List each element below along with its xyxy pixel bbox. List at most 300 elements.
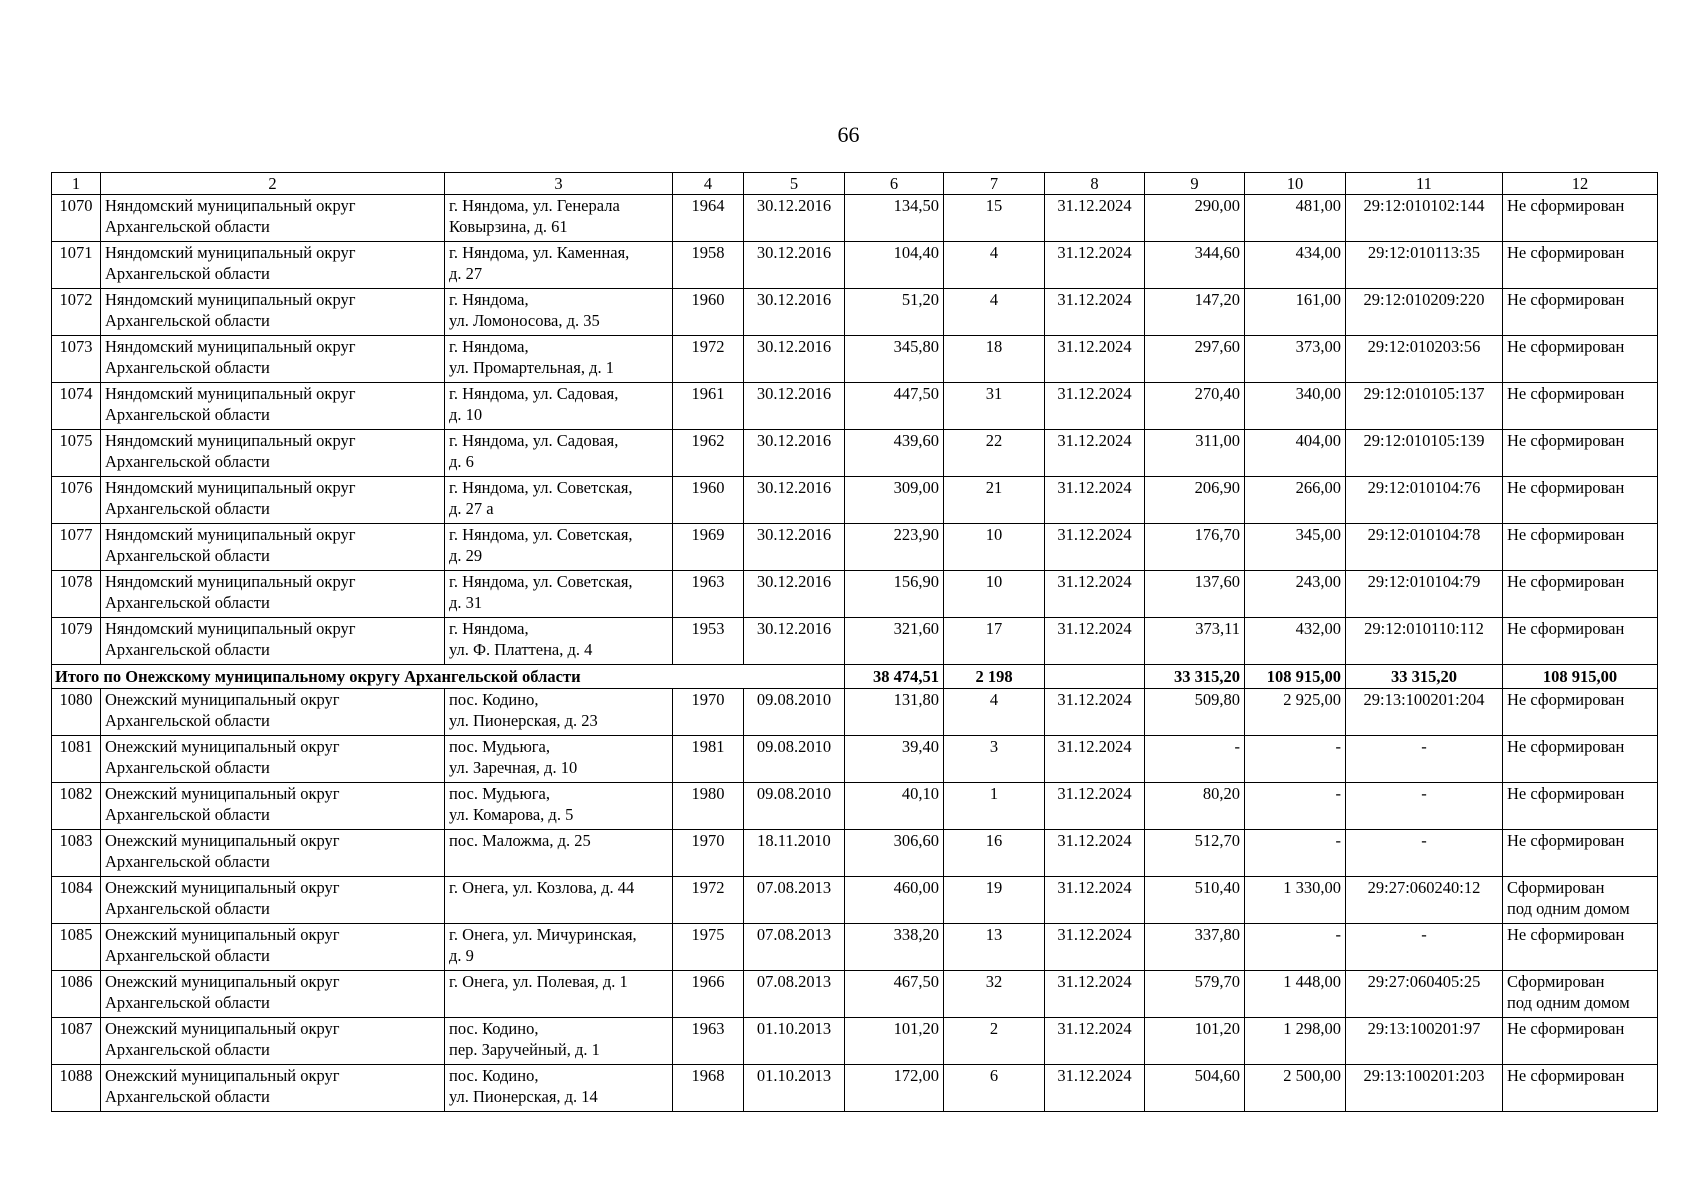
- col-header-1: 1: [52, 173, 101, 195]
- row-number-cell: 1084: [52, 877, 101, 924]
- total-area: 38 474,51: [845, 665, 944, 689]
- value-10-cell: 373,00: [1245, 336, 1346, 383]
- value-10-cell: 345,00: [1245, 524, 1346, 571]
- cell-line: Онежский муниципальный округ: [105, 690, 340, 709]
- year-built-cell: 1964: [673, 195, 744, 242]
- cell-line: ул. Ломоносова, д. 35: [449, 311, 600, 330]
- recognition-date-cell: 18.11.2010: [744, 830, 845, 877]
- value-9-cell: 510,40: [1145, 877, 1245, 924]
- year-built-cell: 1963: [673, 571, 744, 618]
- cell-line: Архангельской области: [105, 499, 270, 518]
- total-residents: 2 198: [944, 665, 1045, 689]
- year-built-cell: 1963: [673, 1018, 744, 1065]
- table-row: [52, 383, 1658, 430]
- municipality-cell: [101, 430, 445, 477]
- cell-line: д. 27: [449, 264, 483, 283]
- col-header-2: 2: [101, 173, 445, 195]
- table-row: [52, 689, 1658, 736]
- cell-line: г. Няндома, ул. Генерала: [449, 196, 620, 215]
- land-status-cell: [1503, 618, 1658, 665]
- cell-line: Не сформирован: [1507, 1066, 1625, 1085]
- land-status-cell: [1503, 783, 1658, 830]
- area-cell: 172,00: [845, 1065, 944, 1112]
- year-built-cell: 1961: [673, 383, 744, 430]
- recognition-date-cell: 30.12.2016: [744, 242, 845, 289]
- cadastral-number-cell: -: [1346, 736, 1503, 783]
- row-number-cell: 1076: [52, 477, 101, 524]
- address-cell: [445, 336, 673, 383]
- value-9-cell: 80,20: [1145, 783, 1245, 830]
- municipality-cell: [101, 242, 445, 289]
- cadastral-number-cell: 29:12:010105:137: [1346, 383, 1503, 430]
- cadastral-number-cell: -: [1346, 830, 1503, 877]
- col-header-9: 9: [1145, 173, 1245, 195]
- deadline-cell: 31.12.2024: [1045, 1065, 1145, 1112]
- cell-line: г. Онега, ул. Козлова, д. 44: [449, 878, 635, 897]
- cell-line: д. 27 а: [449, 499, 494, 518]
- cell-line: г. Няндома, ул. Садовая,: [449, 431, 619, 450]
- cell-line: д. 9: [449, 946, 474, 965]
- cell-line: Няндомский муниципальный округ: [105, 619, 356, 638]
- address-cell: [445, 477, 673, 524]
- year-built-cell: 1962: [673, 430, 744, 477]
- total-v11: 33 315,20: [1346, 665, 1503, 689]
- land-status-cell: [1503, 430, 1658, 477]
- value-10-cell: 481,00: [1245, 195, 1346, 242]
- col-header-4: 4: [673, 173, 744, 195]
- cell-line: г. Няндома, ул. Каменная,: [449, 243, 630, 262]
- value-10-cell: 1 448,00: [1245, 971, 1346, 1018]
- deadline-cell: 31.12.2024: [1045, 689, 1145, 736]
- cadastral-number-cell: 29:27:060405:25: [1346, 971, 1503, 1018]
- address-cell: [445, 618, 673, 665]
- recognition-date-cell: 30.12.2016: [744, 289, 845, 336]
- col-header-10: 10: [1245, 173, 1346, 195]
- year-built-cell: 1968: [673, 1065, 744, 1112]
- cell-line: пос. Маложма, д. 25: [449, 831, 591, 850]
- cell-line: д. 6: [449, 452, 474, 471]
- municipality-cell: [101, 383, 445, 430]
- year-built-cell: 1970: [673, 830, 744, 877]
- cadastral-number-cell: 29:13:100201:97: [1346, 1018, 1503, 1065]
- cell-line: Няндомский муниципальный округ: [105, 384, 356, 403]
- cadastral-number-cell: -: [1346, 783, 1503, 830]
- value-10-cell: 404,00: [1245, 430, 1346, 477]
- area-cell: 131,80: [845, 689, 944, 736]
- land-status-cell: [1503, 971, 1658, 1018]
- cell-line: Онежский муниципальный округ: [105, 737, 340, 756]
- deadline-cell: 31.12.2024: [1045, 783, 1145, 830]
- municipality-cell: [101, 336, 445, 383]
- municipality-cell: [101, 783, 445, 830]
- value-9-cell: 579,70: [1145, 971, 1245, 1018]
- deadline-cell: 31.12.2024: [1045, 736, 1145, 783]
- cadastral-number-cell: 29:12:010113:35: [1346, 242, 1503, 289]
- cell-line: Архангельской области: [105, 311, 270, 330]
- row-number-cell: 1075: [52, 430, 101, 477]
- row-number-cell: 1088: [52, 1065, 101, 1112]
- recognition-date-cell: 30.12.2016: [744, 383, 845, 430]
- residents-cell: 22: [944, 430, 1045, 477]
- total-row: [52, 665, 1658, 689]
- year-built-cell: 1960: [673, 477, 744, 524]
- row-number-cell: 1085: [52, 924, 101, 971]
- cell-line: Не сформирован: [1507, 196, 1625, 215]
- cell-line: г. Няндома, ул. Советская,: [449, 525, 633, 544]
- cell-line: Архангельской области: [105, 852, 270, 871]
- column-number-header-row: [52, 173, 1658, 195]
- value-9-cell: 176,70: [1145, 524, 1245, 571]
- cell-line: Няндомский муниципальный округ: [105, 290, 356, 309]
- cell-line: Ковырзина, д. 61: [449, 217, 568, 236]
- value-9-cell: 512,70: [1145, 830, 1245, 877]
- land-status-cell: [1503, 524, 1658, 571]
- col-header-12: 12: [1503, 173, 1658, 195]
- cell-line: Няндомский муниципальный округ: [105, 196, 356, 215]
- cell-line: Архангельской области: [105, 546, 270, 565]
- cell-line: ул. Пионерская, д. 23: [449, 711, 598, 730]
- total-v9: 33 315,20: [1145, 665, 1245, 689]
- cell-line: Онежский муниципальный округ: [105, 1019, 340, 1038]
- municipality-cell: [101, 195, 445, 242]
- cell-line: Онежский муниципальный округ: [105, 1066, 340, 1085]
- residents-cell: 18: [944, 336, 1045, 383]
- value-10-cell: 1 330,00: [1245, 877, 1346, 924]
- deadline-cell: 31.12.2024: [1045, 924, 1145, 971]
- land-status-cell: [1503, 195, 1658, 242]
- land-status-cell: [1503, 689, 1658, 736]
- cell-line: Архангельской области: [105, 899, 270, 918]
- recognition-date-cell: 30.12.2016: [744, 618, 845, 665]
- rows-before-total: [52, 195, 1658, 665]
- table-row: [52, 830, 1658, 877]
- cadastral-number-cell: 29:12:010203:56: [1346, 336, 1503, 383]
- deadline-cell: 31.12.2024: [1045, 336, 1145, 383]
- cadastral-number-cell: 29:12:010102:144: [1346, 195, 1503, 242]
- residents-cell: 32: [944, 971, 1045, 1018]
- cell-line: Архангельской области: [105, 640, 270, 659]
- area-cell: 39,40: [845, 736, 944, 783]
- area-cell: 439,60: [845, 430, 944, 477]
- cell-line: пос. Кодино,: [449, 1066, 539, 1085]
- col-header-6: 6: [845, 173, 944, 195]
- land-status-cell: [1503, 924, 1658, 971]
- table-row: [52, 571, 1658, 618]
- cell-line: Не сформирован: [1507, 1019, 1625, 1038]
- table-row: [52, 971, 1658, 1018]
- residents-cell: 10: [944, 524, 1045, 571]
- area-cell: 101,20: [845, 1018, 944, 1065]
- row-number-cell: 1087: [52, 1018, 101, 1065]
- cell-line: Не сформирован: [1507, 690, 1625, 709]
- cell-line: Архангельской области: [105, 711, 270, 730]
- deadline-cell: 31.12.2024: [1045, 571, 1145, 618]
- cell-line: Не сформирован: [1507, 831, 1625, 850]
- cell-line: Архангельской области: [105, 946, 270, 965]
- address-cell: [445, 689, 673, 736]
- municipality-cell: [101, 1018, 445, 1065]
- municipality-cell: [101, 1065, 445, 1112]
- cell-line: Онежский муниципальный округ: [105, 878, 340, 897]
- deadline-cell: 31.12.2024: [1045, 195, 1145, 242]
- deadline-cell: 31.12.2024: [1045, 430, 1145, 477]
- recognition-date-cell: 01.10.2013: [744, 1065, 845, 1112]
- address-cell: [445, 877, 673, 924]
- cell-line: пос. Кодино,: [449, 690, 539, 709]
- cadastral-number-cell: 29:12:010105:139: [1346, 430, 1503, 477]
- col-header-3: 3: [445, 173, 673, 195]
- value-10-cell: -: [1245, 924, 1346, 971]
- table-row: [52, 736, 1658, 783]
- value-9-cell: 373,11: [1145, 618, 1245, 665]
- page-number: 66: [837, 122, 860, 147]
- year-built-cell: 1958: [673, 242, 744, 289]
- deadline-cell: 31.12.2024: [1045, 242, 1145, 289]
- address-cell: [445, 971, 673, 1018]
- table-row: [52, 924, 1658, 971]
- municipality-cell: [101, 477, 445, 524]
- table-row: [52, 1018, 1658, 1065]
- cell-line: г. Онега, ул. Мичуринская,: [449, 925, 637, 944]
- area-cell: 460,00: [845, 877, 944, 924]
- residents-cell: 6: [944, 1065, 1045, 1112]
- address-cell: [445, 289, 673, 336]
- cell-line: Не сформирован: [1507, 478, 1625, 497]
- table-row: [52, 242, 1658, 289]
- col-header-8: 8: [1045, 173, 1145, 195]
- table-row: [52, 524, 1658, 571]
- address-cell: [445, 195, 673, 242]
- municipality-cell: [101, 289, 445, 336]
- value-9-cell: 147,20: [1145, 289, 1245, 336]
- value-10-cell: 161,00: [1245, 289, 1346, 336]
- cell-line: Архангельской области: [105, 758, 270, 777]
- value-9-cell: 270,40: [1145, 383, 1245, 430]
- rows-after-total: [52, 689, 1658, 1112]
- residents-cell: 1: [944, 783, 1045, 830]
- residents-cell: 19: [944, 877, 1045, 924]
- col-header-7: 7: [944, 173, 1045, 195]
- cell-line: под одним домом: [1507, 899, 1630, 918]
- cell-line: г. Няндома, ул. Садовая,: [449, 384, 619, 403]
- residents-cell: 4: [944, 242, 1045, 289]
- year-built-cell: 1972: [673, 877, 744, 924]
- cell-line: Не сформирован: [1507, 925, 1625, 944]
- residents-cell: 2: [944, 1018, 1045, 1065]
- year-built-cell: 1975: [673, 924, 744, 971]
- col-header-11: 11: [1346, 173, 1503, 195]
- value-10-cell: 1 298,00: [1245, 1018, 1346, 1065]
- cell-line: Не сформирован: [1507, 431, 1625, 450]
- land-status-cell: [1503, 830, 1658, 877]
- recognition-date-cell: 09.08.2010: [744, 689, 845, 736]
- value-9-cell: 337,80: [1145, 924, 1245, 971]
- recognition-date-cell: 30.12.2016: [744, 524, 845, 571]
- value-9-cell: 297,60: [1145, 336, 1245, 383]
- cell-line: ул. Ф. Платтена, д. 4: [449, 640, 593, 659]
- address-cell: [445, 1018, 673, 1065]
- cadastral-number-cell: 29:12:010104:78: [1346, 524, 1503, 571]
- row-number-cell: 1081: [52, 736, 101, 783]
- cell-line: г. Няндома,: [449, 290, 529, 309]
- residents-cell: 13: [944, 924, 1045, 971]
- municipality-cell: [101, 924, 445, 971]
- cadastral-number-cell: 29:27:060240:12: [1346, 877, 1503, 924]
- residents-cell: 15: [944, 195, 1045, 242]
- value-10-cell: -: [1245, 830, 1346, 877]
- cadastral-number-cell: -: [1346, 924, 1503, 971]
- address-cell: [445, 430, 673, 477]
- land-status-cell: [1503, 1065, 1658, 1112]
- row-number-cell: 1074: [52, 383, 101, 430]
- table-row: [52, 289, 1658, 336]
- cadastral-number-cell: 29:13:100201:204: [1346, 689, 1503, 736]
- address-cell: [445, 830, 673, 877]
- cell-line: Архангельской области: [105, 405, 270, 424]
- area-cell: 321,60: [845, 618, 944, 665]
- area-cell: 306,60: [845, 830, 944, 877]
- value-9-cell: 137,60: [1145, 571, 1245, 618]
- address-cell: [445, 383, 673, 430]
- deadline-cell: 31.12.2024: [1045, 877, 1145, 924]
- cell-line: Онежский муниципальный округ: [105, 831, 340, 850]
- value-9-cell: 290,00: [1145, 195, 1245, 242]
- area-cell: 467,50: [845, 971, 944, 1018]
- residents-cell: 17: [944, 618, 1045, 665]
- value-10-cell: 340,00: [1245, 383, 1346, 430]
- table-row: [52, 430, 1658, 477]
- cadastral-number-cell: 29:13:100201:203: [1346, 1065, 1503, 1112]
- deadline-cell: 31.12.2024: [1045, 289, 1145, 336]
- cell-line: д. 10: [449, 405, 483, 424]
- year-built-cell: 1972: [673, 336, 744, 383]
- area-cell: 104,40: [845, 242, 944, 289]
- cadastral-number-cell: 29:12:010104:79: [1346, 571, 1503, 618]
- cell-line: Не сформирован: [1507, 619, 1625, 638]
- value-10-cell: 2 925,00: [1245, 689, 1346, 736]
- cell-line: Няндомский муниципальный округ: [105, 337, 356, 356]
- table-row: [52, 877, 1658, 924]
- housing-registry-table: [51, 172, 1658, 1112]
- row-number-cell: 1079: [52, 618, 101, 665]
- cadastral-number-cell: 29:12:010110:112: [1346, 618, 1503, 665]
- residents-cell: 4: [944, 689, 1045, 736]
- recognition-date-cell: 30.12.2016: [744, 477, 845, 524]
- land-status-cell: [1503, 242, 1658, 289]
- year-built-cell: 1970: [673, 689, 744, 736]
- cell-line: Онежский муниципальный округ: [105, 972, 340, 991]
- cell-line: Не сформирован: [1507, 784, 1625, 803]
- cell-line: Архангельской области: [105, 358, 270, 377]
- cell-line: Не сформирован: [1507, 243, 1625, 262]
- residents-cell: 4: [944, 289, 1045, 336]
- residents-cell: 31: [944, 383, 1045, 430]
- address-cell: [445, 783, 673, 830]
- cell-line: Архангельской области: [105, 1040, 270, 1059]
- total-section: [52, 665, 1658, 689]
- value-9-cell: 311,00: [1145, 430, 1245, 477]
- municipality-cell: [101, 877, 445, 924]
- total-empty-cell: [1045, 665, 1145, 689]
- row-number-cell: 1077: [52, 524, 101, 571]
- recognition-date-cell: 30.12.2016: [744, 336, 845, 383]
- area-cell: 345,80: [845, 336, 944, 383]
- recognition-date-cell: 09.08.2010: [744, 783, 845, 830]
- total-label: Итого по Онежскому муниципальному округу Архангельской области: [52, 665, 845, 689]
- area-cell: 40,10: [845, 783, 944, 830]
- cell-line: г. Онега, ул. Полевая, д. 1: [449, 972, 628, 991]
- cell-line: Архангельской области: [105, 217, 270, 236]
- year-built-cell: 1953: [673, 618, 744, 665]
- row-number-cell: 1070: [52, 195, 101, 242]
- value-9-cell: 101,20: [1145, 1018, 1245, 1065]
- cell-line: Архангельской области: [105, 805, 270, 824]
- land-status-cell: [1503, 571, 1658, 618]
- cell-line: пос. Кодино,: [449, 1019, 539, 1038]
- value-10-cell: 432,00: [1245, 618, 1346, 665]
- recognition-date-cell: 30.12.2016: [744, 571, 845, 618]
- row-number-cell: 1086: [52, 971, 101, 1018]
- cell-line: ул. Заречная, д. 10: [449, 758, 578, 777]
- value-10-cell: 266,00: [1245, 477, 1346, 524]
- address-cell: [445, 924, 673, 971]
- cell-line: пос. Мудьюга,: [449, 784, 550, 803]
- residents-cell: 21: [944, 477, 1045, 524]
- cell-line: г. Няндома, ул. Советская,: [449, 478, 633, 497]
- cell-line: пер. Заручейный, д. 1: [449, 1040, 600, 1059]
- row-number-cell: 1071: [52, 242, 101, 289]
- cell-line: Сформирован: [1507, 972, 1605, 991]
- cell-line: д. 31: [449, 593, 483, 612]
- row-number-cell: 1073: [52, 336, 101, 383]
- cell-line: Архангельской области: [105, 452, 270, 471]
- residents-cell: 3: [944, 736, 1045, 783]
- area-cell: 51,20: [845, 289, 944, 336]
- row-number-cell: 1080: [52, 689, 101, 736]
- table-row: [52, 618, 1658, 665]
- cell-line: под одним домом: [1507, 993, 1630, 1012]
- deadline-cell: 31.12.2024: [1045, 830, 1145, 877]
- cell-line: г. Няндома, ул. Советская,: [449, 572, 633, 591]
- municipality-cell: [101, 571, 445, 618]
- recognition-date-cell: 01.10.2013: [744, 1018, 845, 1065]
- municipality-cell: [101, 618, 445, 665]
- address-cell: [445, 736, 673, 783]
- row-number-cell: 1083: [52, 830, 101, 877]
- address-cell: [445, 571, 673, 618]
- recognition-date-cell: 30.12.2016: [744, 430, 845, 477]
- cell-line: г. Няндома,: [449, 337, 529, 356]
- cell-line: ул. Промартельная, д. 1: [449, 358, 614, 377]
- land-status-cell: [1503, 383, 1658, 430]
- cadastral-number-cell: 29:12:010104:76: [1346, 477, 1503, 524]
- municipality-cell: [101, 689, 445, 736]
- cell-line: Архангельской области: [105, 1087, 270, 1106]
- table-row: [52, 1065, 1658, 1112]
- area-cell: 223,90: [845, 524, 944, 571]
- value-9-cell: 344,60: [1145, 242, 1245, 289]
- value-10-cell: 434,00: [1245, 242, 1346, 289]
- table-row: [52, 195, 1658, 242]
- cell-line: Няндомский муниципальный округ: [105, 243, 356, 262]
- cell-line: Няндомский муниципальный округ: [105, 525, 356, 544]
- table-row: [52, 477, 1658, 524]
- cell-line: Няндомский муниципальный округ: [105, 478, 356, 497]
- recognition-date-cell: 07.08.2013: [744, 971, 845, 1018]
- municipality-cell: [101, 524, 445, 571]
- land-status-cell: [1503, 289, 1658, 336]
- municipality-cell: [101, 736, 445, 783]
